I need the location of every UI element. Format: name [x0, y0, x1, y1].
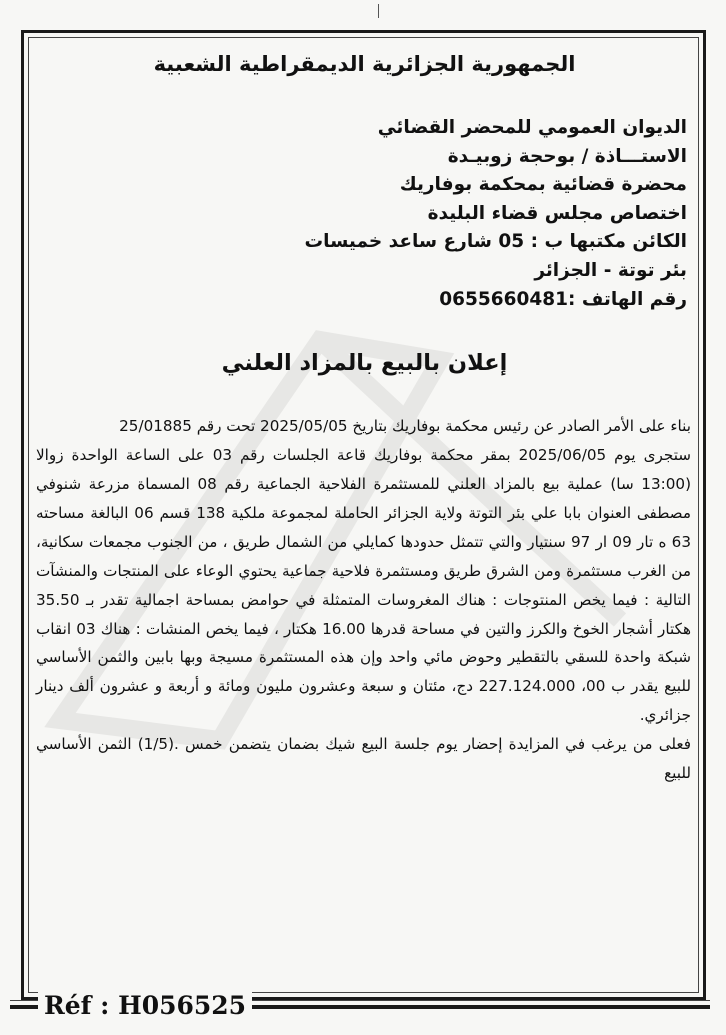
office-line: محضرة قضائية بمحكمة بوفاريك	[399, 174, 687, 196]
reference-number: Réf : H056525	[38, 988, 252, 1024]
top-mark	[378, 4, 383, 18]
office-line: الديوان العمومي للمحضر القضائي	[377, 117, 687, 138]
office-line: اختصاص مجلس قضاء البليدة	[427, 202, 687, 224]
phone-label: رقم الهاتف :	[568, 288, 687, 310]
office-line: بئر توتة - الجزائر	[534, 259, 687, 281]
notice-body	[32, 412, 697, 788]
republic-heading: الجمهورية الجزائرية الديمقراطية الشعبية	[153, 52, 576, 76]
notice-title: إعلان بالبيع بالمزاد العلني	[221, 350, 508, 377]
office-line: الاستـــاذة / بوحجة زوبيـدة	[447, 145, 687, 167]
bailiff-office-block	[32, 114, 697, 314]
document-content	[32, 44, 697, 984]
notice-paragraph: فعلى من يرغب في المزايدة إحضار يوم جلسة البيع شيك بضمان يتضمن خمس .(1/5) الثمن الأساسي للبيع	[36, 735, 691, 783]
phone-number: 0655660481	[439, 288, 569, 310]
phone-line	[32, 286, 687, 315]
reference-bar	[10, 988, 710, 1024]
notice-paragraph: بناء على الأمر الصادر عن رئيس محكمة بوفاريك بتاريخ 2025/05/05 تحت رقم 25/01885	[119, 417, 691, 436]
office-line: الكائن مكتبها ب : 05 شارع ساعد خميسات	[304, 231, 687, 253]
notice-paragraph: ستجرى يوم 2025/06/05 بمقر محكمة بوفاريك قاعة الجلسات رقم 03 على الساعة الواحدة زوالا (13:00 سا) عملية بيع بالمزاد العلني للمستثمرة الفلاحية الجماعية رقم 08 المسماة مزرعة شنوفي مصطفى العنوان بابا علي بئر التوتة ولاية الجزائر الحاملة لمجموعة ملكية 138 قسم 06 البالغة مساحته 63 ه تار 09 ار 97 سنتيار والتي تتمثل حدودها كمايلي من الشمال طريق ، من الجنوب مجمعات سكانية، من الغرب مستثمرة ومن الشرق طريق ومستثمرة فلاحية جماعية يحتوي الوعاء على المنتجات والمنشآت التالية : فيما يخص المنتوجات : هناك المغروسات المتمثلة في حوامض بمساحة اجمالية تقدر بـ 35.50 هكتار أشجار الخوخ والكرز والتين في مساحة قدرها 16.00 هكتار ، فيما يخص المنشات : هناك 03 انقاب شبكة واحدة للسقي بالتقطير وحوض مائي واحد وإن هذه المستثمرة مسيجة وبها بابين والثمن الأساسي للبيع يقدر ب 00، 227.124.000 دج، مئتان و سبعة وعشرون مليون ومائة و أربعة و عشرون ألف دينار جزائري.	[36, 446, 691, 725]
